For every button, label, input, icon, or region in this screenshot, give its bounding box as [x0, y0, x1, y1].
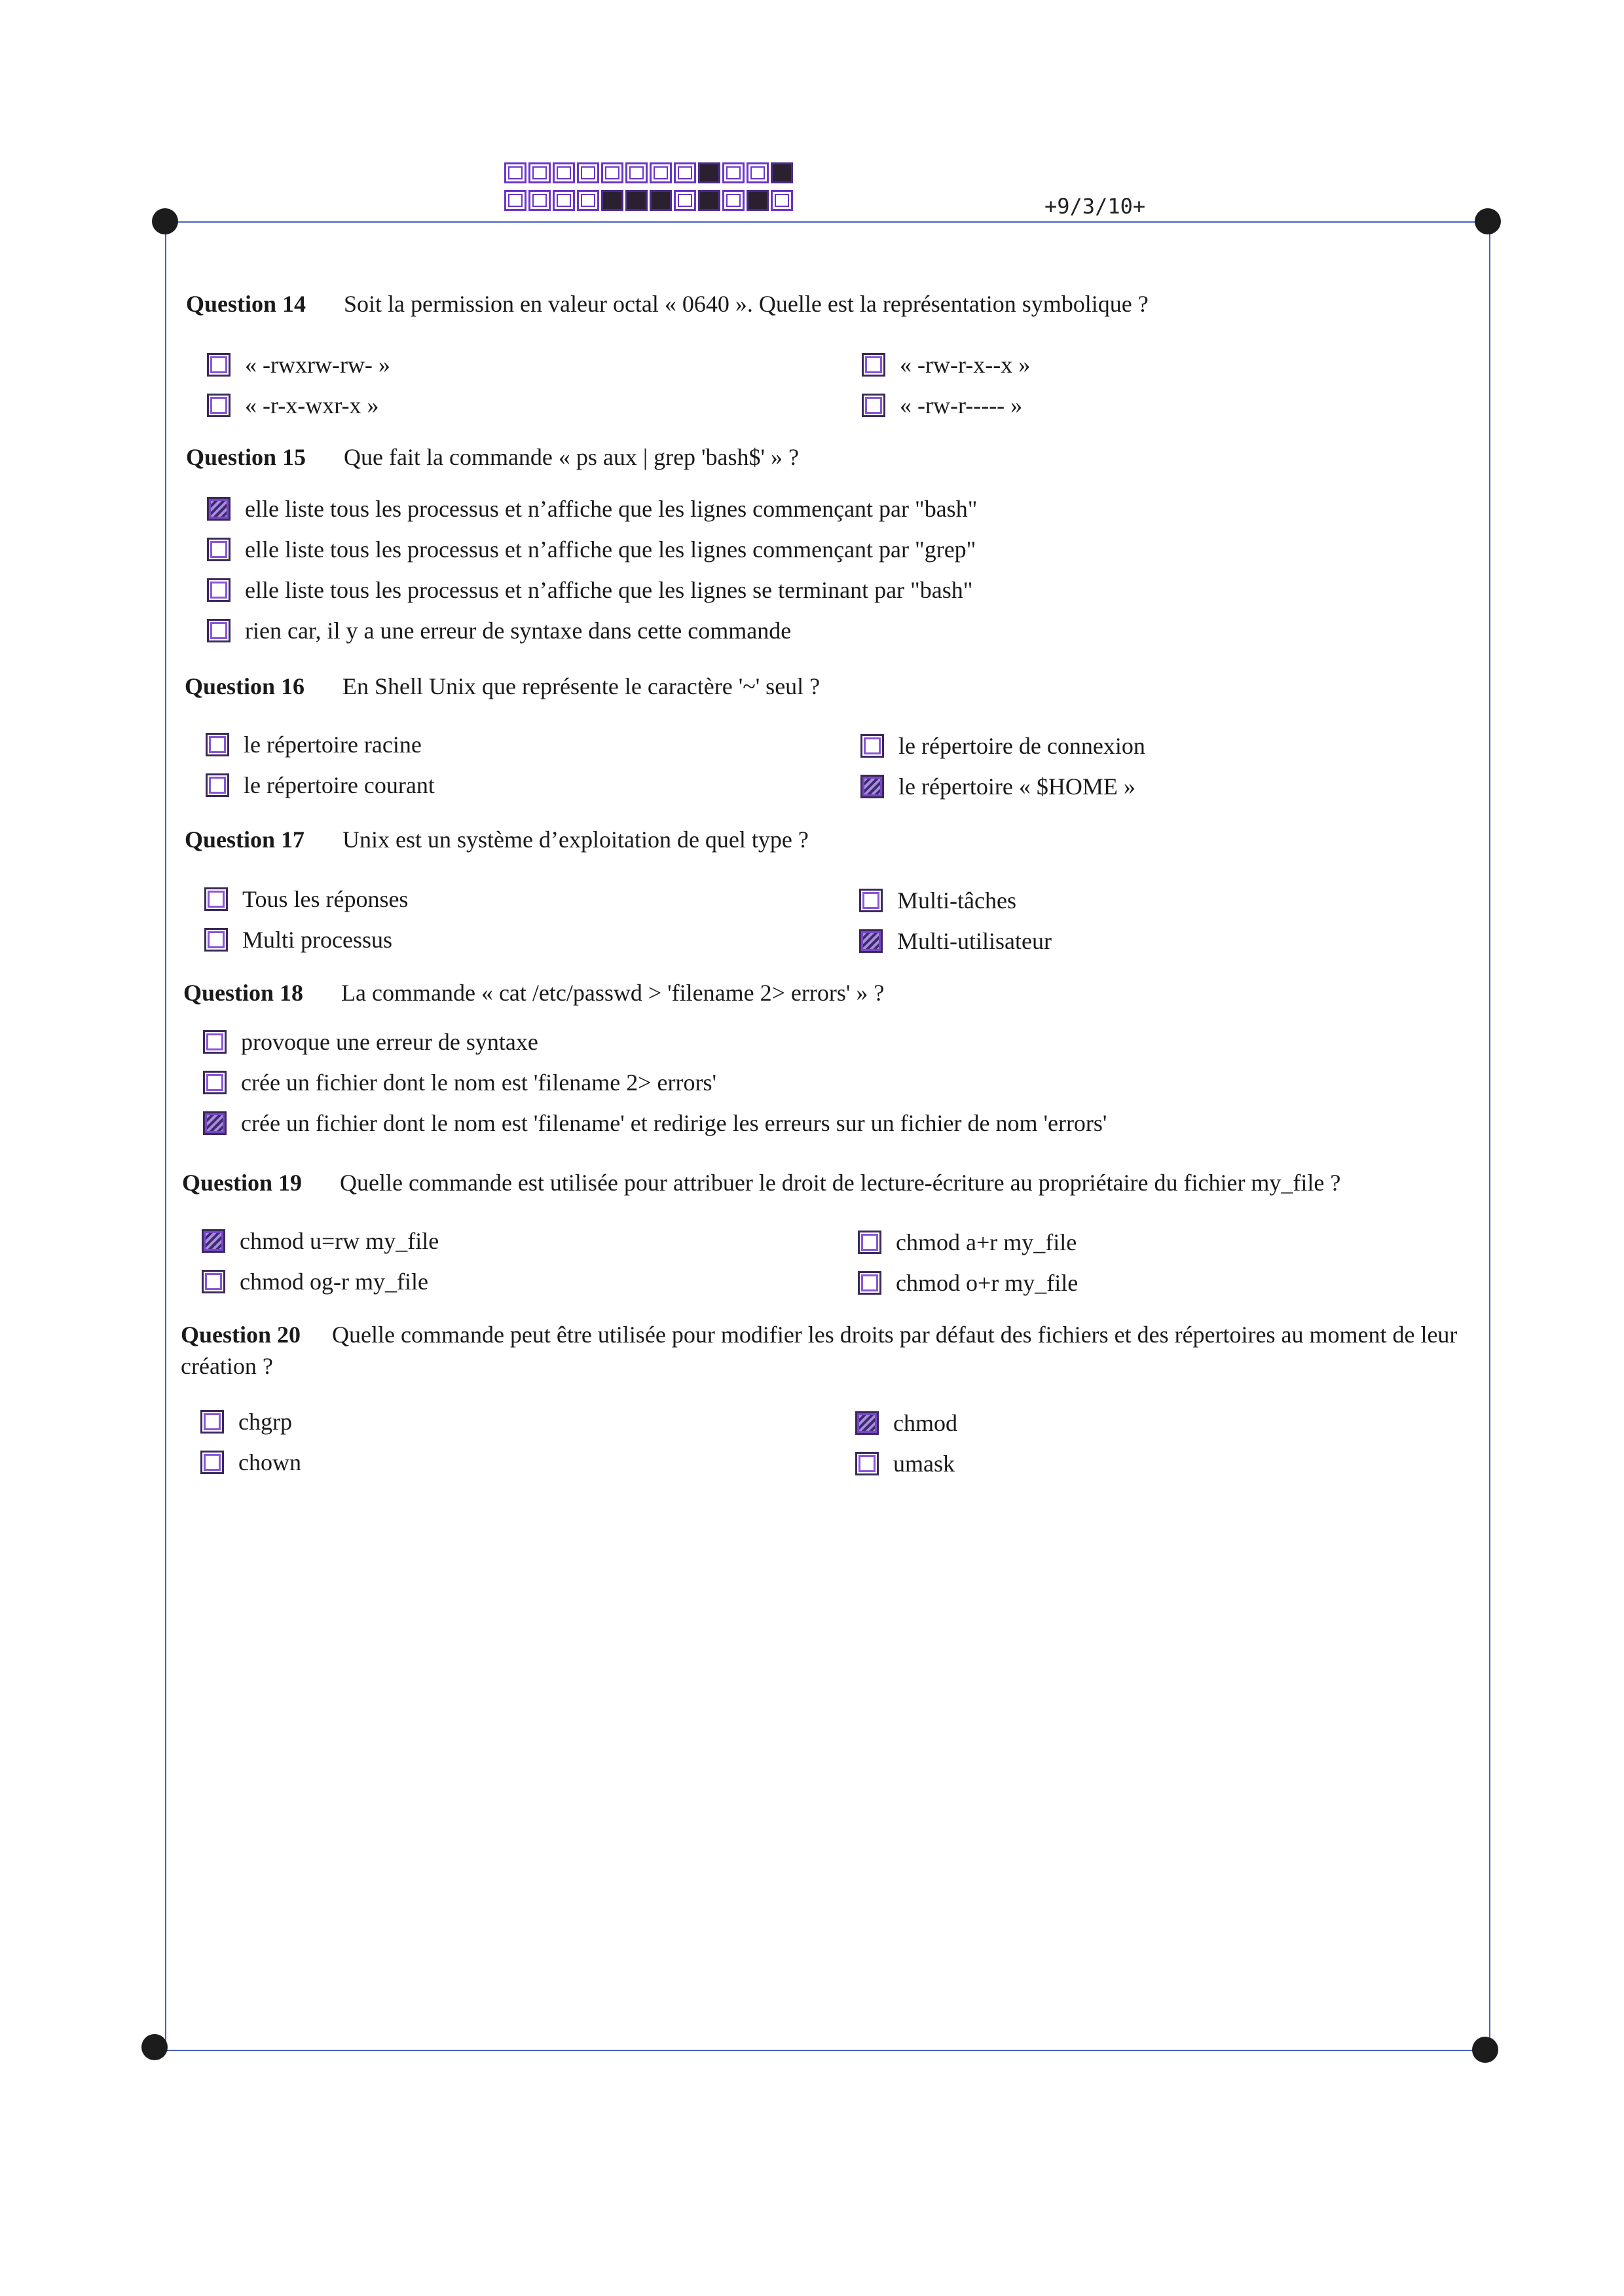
- question-19-option-a[interactable]: [202, 1227, 439, 1255]
- checkbox[interactable]: [200, 1451, 224, 1474]
- question-19-text: Quelle commande est utilisée pour attribuer le droit de lecture-écriture au propriétaire du fichier my_file ?: [340, 1170, 1341, 1196]
- code-cell: [553, 190, 575, 211]
- code-cell: [722, 190, 745, 211]
- checkbox[interactable]: [206, 733, 229, 756]
- option-label: « -rw-r-x--x »: [900, 352, 1031, 378]
- question-14-option-d[interactable]: [862, 392, 1022, 419]
- question-14-option-c[interactable]: [862, 351, 1030, 379]
- page-identifier: +9/3/10+: [1044, 194, 1146, 219]
- question-14-heading: [186, 288, 1149, 320]
- question-20-text: Quelle commande peut être utilisée pour modifier les droits par défaut des fichiers et des répertoires au moment de leur création ?: [181, 1322, 1458, 1379]
- code-cell: [674, 162, 696, 183]
- question-14-text: Soit la permission en valeur octal « 0640 ». Quelle est la représentation symbolique ?: [344, 291, 1149, 317]
- option-label: chmod: [893, 1410, 957, 1436]
- question-16-option-a[interactable]: [206, 731, 422, 758]
- registration-dot-top-left: [152, 208, 178, 234]
- checkbox[interactable]: [203, 1111, 227, 1135]
- question-20-option-c[interactable]: [855, 1409, 957, 1437]
- binary-code-row-2: [504, 190, 795, 211]
- question-16-heading: [185, 671, 820, 702]
- question-18-text: La commande « cat /etc/passwd > 'filename 2> errors' » ?: [341, 980, 885, 1006]
- option-label: « -r-x-wxr-x »: [245, 392, 379, 418]
- option-label: chmod u=rw my_file: [240, 1228, 439, 1254]
- checkbox[interactable]: [202, 1229, 225, 1253]
- code-cell: [698, 190, 720, 211]
- option-label: chmod a+r my_file: [896, 1229, 1077, 1255]
- code-cell: [625, 190, 648, 211]
- question-15-number: Question 15: [186, 444, 306, 470]
- checkbox[interactable]: [207, 578, 231, 602]
- question-15-option-d[interactable]: [207, 617, 791, 644]
- question-18-number: Question 18: [183, 980, 304, 1006]
- option-label: le répertoire racine: [244, 731, 422, 758]
- option-label: chmod o+r my_file: [896, 1270, 1079, 1296]
- option-label: elle liste tous les processus et n’affiche que les lignes se terminant par "bash": [245, 577, 973, 603]
- question-15-text: Que fait la commande « ps aux | grep 'bash$' » ?: [344, 444, 799, 470]
- option-label: Tous les réponses: [242, 886, 409, 912]
- code-cell: [577, 162, 599, 183]
- binary-code-row-1: [504, 162, 795, 183]
- checkbox[interactable]: [858, 1231, 881, 1254]
- option-label: chown: [238, 1449, 301, 1475]
- checkbox[interactable]: [860, 734, 884, 758]
- option-label: elle liste tous les processus et n’affiche que les lignes commençant par "grep": [245, 536, 976, 563]
- checkbox[interactable]: [207, 619, 231, 642]
- checkbox[interactable]: [207, 353, 231, 377]
- option-label: Multi-utilisateur: [897, 928, 1052, 954]
- checkbox[interactable]: [862, 353, 885, 377]
- code-cell: [771, 190, 793, 211]
- question-18-option-b[interactable]: [203, 1069, 716, 1096]
- question-19-number: Question 19: [182, 1170, 303, 1196]
- question-20-option-a[interactable]: [200, 1408, 292, 1435]
- option-label: umask: [893, 1451, 955, 1477]
- question-19-option-d[interactable]: [858, 1269, 1078, 1297]
- checkbox[interactable]: [204, 887, 228, 911]
- question-15-option-b[interactable]: [207, 536, 976, 563]
- checkbox[interactable]: [204, 928, 228, 952]
- option-label: chgrp: [238, 1409, 292, 1435]
- question-17-heading: [185, 824, 809, 855]
- question-17-number: Question 17: [185, 826, 305, 853]
- option-label: crée un fichier dont le nom est 'filename 2> errors': [241, 1069, 716, 1096]
- checkbox[interactable]: [200, 1410, 224, 1434]
- question-16-option-c[interactable]: [860, 732, 1145, 760]
- question-15-option-a[interactable]: [207, 495, 977, 523]
- question-16-option-b[interactable]: [206, 771, 435, 799]
- question-20-option-b[interactable]: [200, 1449, 301, 1476]
- code-cell: [504, 190, 526, 211]
- question-19-option-b[interactable]: [202, 1268, 428, 1295]
- question-14-option-b[interactable]: [207, 392, 379, 419]
- question-20-heading: [181, 1319, 1471, 1382]
- checkbox[interactable]: [203, 1071, 227, 1094]
- code-cell: [528, 162, 551, 183]
- question-16-option-d[interactable]: [860, 773, 1135, 800]
- code-cell: [650, 162, 672, 183]
- code-cell: [771, 162, 793, 183]
- checkbox[interactable]: [207, 497, 231, 521]
- checkbox[interactable]: [858, 1271, 881, 1295]
- code-cell: [553, 162, 575, 183]
- option-label: « -rwxrw-rw- »: [245, 352, 390, 378]
- option-label: Multi-tâches: [897, 887, 1016, 914]
- question-16-number: Question 16: [185, 673, 305, 699]
- code-cell: [504, 162, 526, 183]
- question-15-heading: [186, 441, 799, 473]
- code-cell: [528, 190, 551, 211]
- question-17-option-a[interactable]: [204, 885, 408, 913]
- question-18-option-c[interactable]: [203, 1109, 1107, 1137]
- question-18-heading: [183, 977, 884, 1009]
- code-cell: [650, 190, 672, 211]
- code-cell: [577, 190, 599, 211]
- option-label: « -rw-r----- »: [900, 392, 1023, 418]
- option-label: le répertoire de connexion: [898, 733, 1145, 759]
- option-label: le répertoire « $HOME »: [898, 773, 1135, 800]
- option-label: crée un fichier dont le nom est 'filename' et redirige les erreurs sur un fichier de nom 'errors': [241, 1110, 1107, 1136]
- question-17-option-d[interactable]: [859, 927, 1052, 955]
- code-cell: [747, 190, 769, 211]
- question-17-option-b[interactable]: [204, 926, 392, 954]
- question-20-option-d[interactable]: [855, 1450, 955, 1477]
- checkbox[interactable]: [207, 394, 231, 417]
- question-19-option-c[interactable]: [858, 1229, 1077, 1256]
- question-17-text: Unix est un système d’exploitation de quel type ?: [342, 826, 809, 853]
- checkbox[interactable]: [203, 1030, 227, 1054]
- code-cell: [747, 162, 769, 183]
- option-label: le répertoire courant: [244, 772, 435, 798]
- question-20-number: Question 20: [181, 1322, 301, 1348]
- option-label: rien car, il y a une erreur de syntaxe dans cette commande: [245, 618, 792, 644]
- option-label: Multi processus: [242, 927, 392, 953]
- code-cell: [674, 190, 696, 211]
- code-cell: [601, 190, 623, 211]
- checkbox[interactable]: [207, 538, 231, 561]
- question-14-number: Question 14: [186, 291, 306, 317]
- option-label: chmod og-r my_file: [240, 1268, 428, 1295]
- checkbox[interactable]: [202, 1270, 225, 1293]
- question-14-option-a[interactable]: [207, 351, 390, 379]
- checkbox[interactable]: [855, 1411, 879, 1435]
- registration-dot-bottom-left: [141, 2034, 168, 2060]
- question-19-heading: [182, 1167, 1340, 1198]
- registration-dot-top-right: [1475, 208, 1501, 234]
- question-15-option-c[interactable]: [207, 576, 972, 604]
- question-18-option-a[interactable]: [203, 1028, 538, 1056]
- question-16-text: En Shell Unix que représente le caractère '~' seul ?: [342, 673, 821, 699]
- code-cell: [722, 162, 745, 183]
- checkbox[interactable]: [859, 889, 883, 912]
- checkbox[interactable]: [860, 775, 884, 798]
- code-cell: [698, 162, 720, 183]
- code-cell: [625, 162, 648, 183]
- code-cell: [601, 162, 623, 183]
- checkbox[interactable]: [859, 929, 883, 953]
- option-label: elle liste tous les processus et n’affiche que les lignes commençant par "bash": [245, 496, 978, 522]
- registration-dot-bottom-right: [1472, 2037, 1498, 2063]
- checkbox[interactable]: [855, 1452, 879, 1475]
- checkbox[interactable]: [862, 394, 885, 417]
- question-17-option-c[interactable]: [859, 887, 1016, 914]
- option-label: provoque une erreur de syntaxe: [241, 1029, 538, 1055]
- checkbox[interactable]: [206, 773, 229, 797]
